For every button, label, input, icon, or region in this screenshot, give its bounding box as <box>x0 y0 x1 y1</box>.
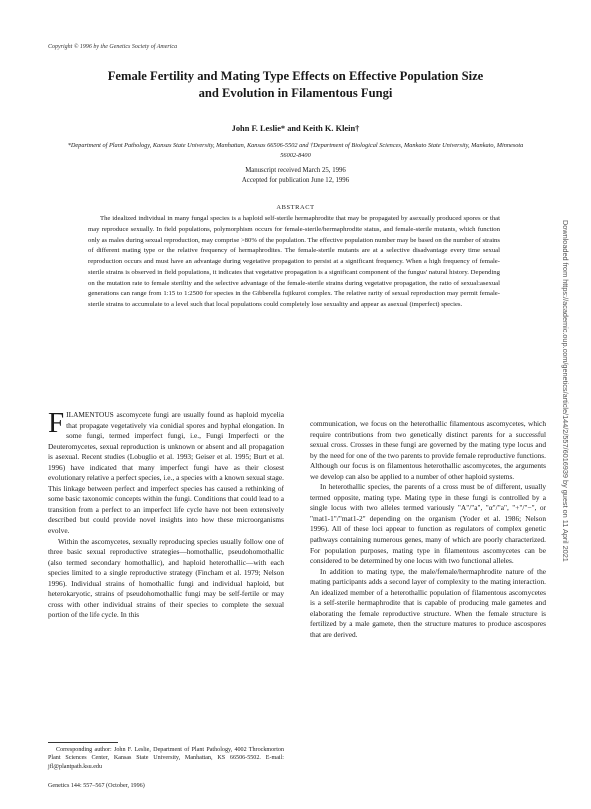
footnote-divider <box>48 742 118 743</box>
intro-paragraph-1 <box>48 407 284 537</box>
title-line-1: Female Fertility and Mating Type Effects on Effective Population Size <box>107 69 484 83</box>
abstract-heading: ABSTRACT <box>276 204 315 211</box>
manuscript-dates <box>40 166 551 185</box>
body-column-right <box>310 419 546 640</box>
author-affiliation: *Department of Plant Pathology, Kansas State University, Manhattan, Kansas 66506-5502 and †Department of Biological Sciences, Mankato State University, Mankato, Minnesota 56002-8400 <box>67 142 524 159</box>
title-line-2: and Evolution in Filamentous Fungi <box>198 86 393 100</box>
drop-cap: F <box>48 407 65 439</box>
article-title <box>40 68 551 102</box>
lead-word: ILAMENTOUS <box>66 410 114 419</box>
corresponding-author-footnote: Corresponding author: John F. Leslie, Department of Plant Pathology, 4002 Throckmorton Plant Sciences Center, Kansas State University, Manhattan, KS 66506-5502. E-mail: jfl@plantpath.ksu.edu <box>48 747 284 770</box>
author-list: John F. Leslie* and Keith K. Klein† <box>231 124 360 133</box>
download-watermark-text: Downloaded from https://academic.oup.com/genetics/article/144/2/557/6016939 by guest on 11 April 2021 <box>561 220 570 562</box>
copyright-notice: Copyright © 1996 by the Genetics Society of America <box>48 44 178 50</box>
journal-citation: Genetics 144: 557–567 (October, 1996) <box>48 783 145 789</box>
abstract-text: The idealized individual in many fungal species is a haploid self-sterile hermaphrodite that may be propagated by asexually produced spores or that may reproduce sexually. In field populations, polymorphism occurs for female-sterile/hermaphrodite status, and female-sterile mutants, which function only as males during sexual reproduction, may comprise >80% of the population. The effective population number may be based on the number of strains of different mating type or the relative frequency of hermaphrodites. The female-sterile mutants are at a selective disadvantage every time sexual reproduction occurs and must have an advantage during vegetative propagation to persist at a significant frequency. When a high frequency of female-sterile strains is observed in field populations, it indicates that vegetative propagation is a significant component of the fungus' natural history. Depending on the mutation rate to female sterility and the selective advantage of the female-sterile strains during vegetative propagation, the ratio of sexual:asexual generations can range from 1:15 to 1:2500 for species in the Gibberella fujikuroi complex. The relative rarity of sexual reproduction may permit female-sterile strains to accumulate to a level such that local populations could completely lose sexuality and appear as asexual (imperfect) species. <box>88 215 500 308</box>
intro-paragraph-2: Within the ascomycetes, sexually reproducing species usually follow one of three basic sexual reproductive strategies—homothallic, pseudohomothallic (also termed secondary homothallic), and haploid heterothallic—with each species limited to a single reproductive strategy (Fincham et al. 1979; Nelson 1996). Individual strains of homothallic fungi and individual haploid, but heterokaryotic, strains of pseudohomothallic fungi may be self-fertile or may cross with other individual strains of their species to complete the sexual portion of the life cycle. In this <box>48 536 284 620</box>
intro-paragraph-1-text: ascomycete fungi are usually found as haploid mycelia that propagate vegetatively via conidial spores and hyphal elongation. In some fungi, termed imperfect fungi, i.e., Fungi Imperfecti or the Deuteromycetes, sexual reproduction is unknown or absent and all propagation is asexual. Recent studies (Lobuglio et al. 1993; Geiser et al. 1995; Burt et al. 1996) have indicated that many imperfect fungi have as their closest evolutionary relative a perfect species, i.e., a species with a known sexual stage. This linkage between perfect and imperfect species has caused a rethinking of some basic taxonomic concepts within the fungi. Conditions that could lead to a transition from a perfect to an imperfect life cycle have not been extensively described but could provide novel insights into how these microorganisms evolve. <box>48 410 284 536</box>
body-paragraph-3: In addition to mating type, the male/female/hermaphrodite nature of the mating participants adds a second layer of complexity to the mating interaction. An idealized member of a heterothallic population of filamentous ascomycetes is a self-sterile hermaphrodite that is capable of producing male gametes and elaborating the female reproductive structure. When the female structure is fertilized by a male gamete, then the structure matures to produce ascospores that are derived. <box>310 566 546 639</box>
download-watermark <box>560 220 574 580</box>
body-column-left <box>48 407 284 621</box>
body-paragraph-1: communication, we focus on the heterothallic filamentous ascomycetes, which require contributions from two genetically distinct parents for a successful sexual cross. Crosses in these fungi are governed by the mating type locus and by the need for one of the two parents to provide female reproductive functions. Although our focus is on filamentous heterothallic ascomycetes, the arguments we develop can also be applied to a number of other haploid systems. <box>310 419 546 481</box>
received-date: Manuscript received March 25, 1996 <box>245 167 346 174</box>
body-paragraph-2: In heterothallic species, the parents of a cross must be of different, usually termed opposite, mating type. Mating type in these fungi is controlled by a single locus with two alleles termed variously "A"/"a", "α"/"a", "+"/"−", or "mat1-1"/"mat1-2" depending on the organism (Yoder et al. 1986; Nelson 1996). All of these loci appear to function as regulators of complex genetic pathways containing numerous genes, many of which are poorly characterized. For population purposes, mating type in filamentous ascomycetes can be considered to be determined by one locus with two functional alleles. <box>310 482 546 566</box>
accepted-date: Accepted for publication June 12, 1996 <box>241 176 350 184</box>
